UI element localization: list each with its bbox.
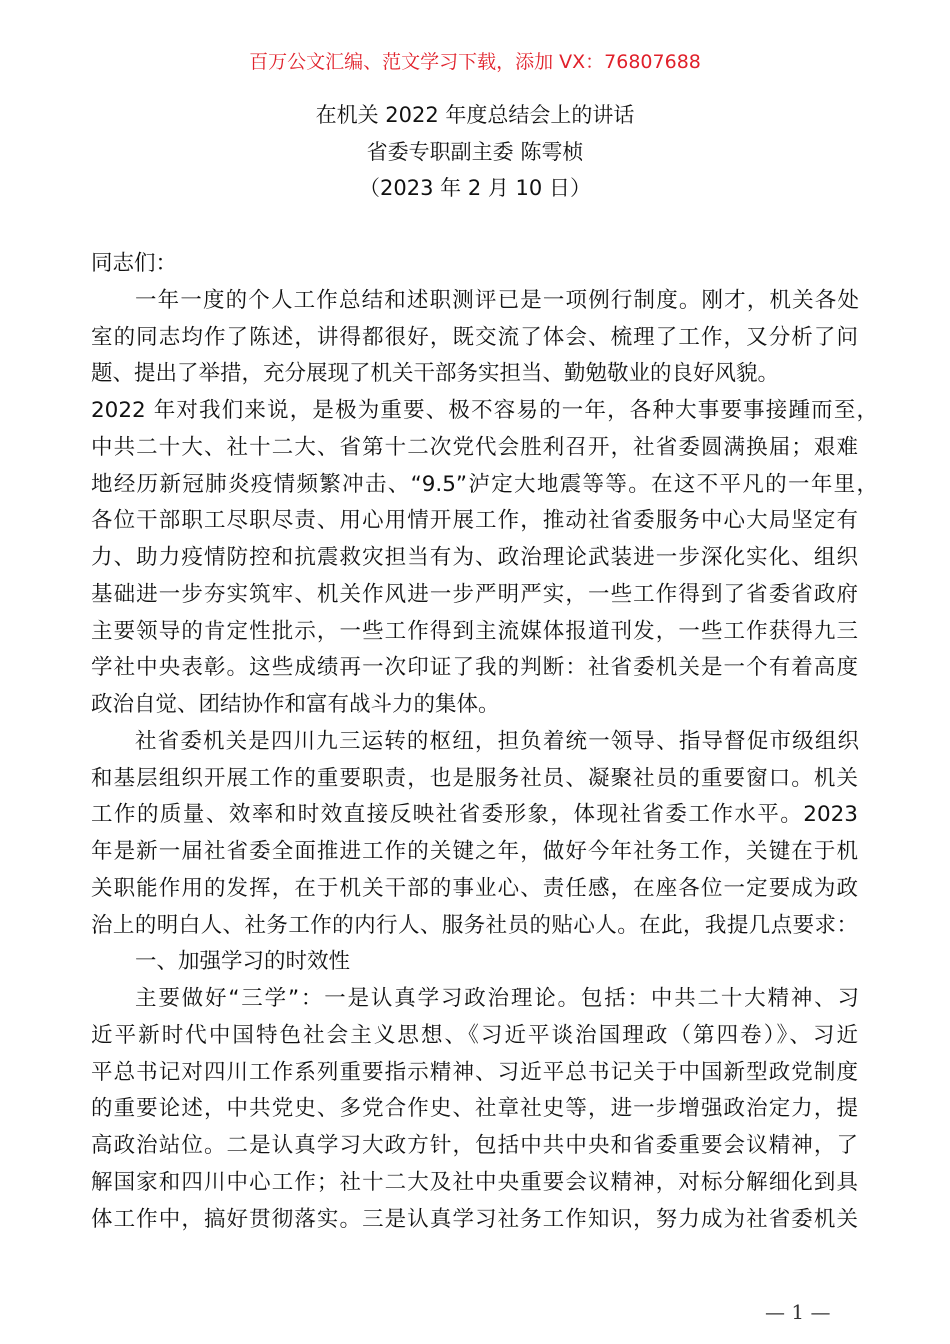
- body-line: 中共二十大、社十二大、省第十二次党代会胜利召开，社省委圆满换届；艰难: [91, 434, 858, 460]
- watermark-header: 百万公文汇编、范文学习下载，添加 VX：76807688: [249, 51, 701, 73]
- body-line: 基础进一步夯实筑牢、机关作风进一步严明严实，一些工作得到了省委省政府: [91, 581, 858, 607]
- body-line: 学社中央表彰。这些成绩再一次印证了我的判断：社省委机关是一个有着高度: [91, 655, 858, 681]
- body-line: 年是新一届社省委全面推进工作的关键之年，做好今年社务工作，关键在于机: [91, 839, 858, 864]
- body-line: 一年一度的个人工作总结和述职测评已是一项例行制度。刚才，机关各处: [135, 287, 859, 313]
- body-line: 主要领导的肯定性批示，一些工作得到主流媒体报道刊发，一些工作获得九三: [91, 618, 858, 644]
- document-title: 在机关 2022 年度总结会上的讲话: [315, 103, 635, 127]
- body-line: 近平新时代中国特色社会主义思想、《习近平谈治国理政（第四卷）》、习近: [91, 1022, 858, 1048]
- body-line: 关职能作用的发挥，在于机关干部的事业心、责任感，在座各位一定要成为政: [91, 875, 858, 901]
- body-line: 力、助力疫情防控和抗震救灾担当有为、政治理论武装进一步深化实化、组织: [91, 545, 858, 570]
- body-line: 平总书记对四川工作系列重要指示精神、习近平总书记关于中国新型政党制度: [91, 1059, 858, 1085]
- body-line: 解国家和四川中心工作；社十二大及社中央重要会议精神，对标分解细化到具: [91, 1169, 858, 1195]
- body-line: 的重要论述，中共党史、多党合作史、社章社史等，进一步增强政治定力，提: [91, 1096, 858, 1122]
- body-line: 2022 年对我们来说，是极为重要、极不容易的一年，各种大事要事接踵而至，: [91, 398, 878, 423]
- body-line: 地经历新冠肺炎疫情频繁冲击、“9.5”泸定大地震等等。在这不平凡的一年里，: [91, 471, 878, 497]
- body-line: 题、提出了举措，充分展现了机关干部务实担当、勤勉敬业的良好风貌。: [91, 361, 780, 387]
- body-line: 高政治站位。二是认真学习大政方针，包括中共中央和省委重要会议精神，了: [91, 1133, 858, 1158]
- body-line: 治上的明白人、社务工作的内行人、服务社员的贴心人。在此，我提几点要求：: [91, 912, 858, 938]
- body-line: 室的同志均作了陈述，讲得都很好，既交流了体会、梳理了工作，又分析了问: [91, 324, 858, 350]
- body-line: 社省委机关是四川九三运转的枢纽，担负着统一领导、指导督促市级组织: [135, 728, 859, 754]
- date-line: （2023 年 2 月 10 日）: [359, 176, 591, 200]
- body-line: 和基层组织开展工作的重要职责，也是服务社员、凝聚社员的重要窗口。机关: [91, 765, 858, 791]
- speaker-line: 省委专职副主委 陈雩桢: [366, 140, 584, 164]
- body-line: 一、加强学习的时效性: [135, 949, 351, 975]
- body-line: 主要做好“三学”：一是认真学习政治理论。包括：中共二十大精神、习: [135, 986, 859, 1011]
- body-line: 体工作中，搞好贯彻落实。三是认真学习社务工作知识，努力成为社省委机关: [91, 1206, 858, 1232]
- body-line: 政治自觉、团结协作和富有战斗力的集体。: [91, 692, 500, 717]
- page-number: — 1 —: [765, 1300, 831, 1324]
- body-line: 同志们：: [91, 251, 178, 276]
- body-line: 工作的质量、效率和时效直接反映社省委形象，体现社省委工作水平。2023: [91, 802, 858, 828]
- body-line: 各位干部职工尽职尽责、用心用情开展工作，推动社省委服务中心大局坚定有: [91, 508, 858, 534]
